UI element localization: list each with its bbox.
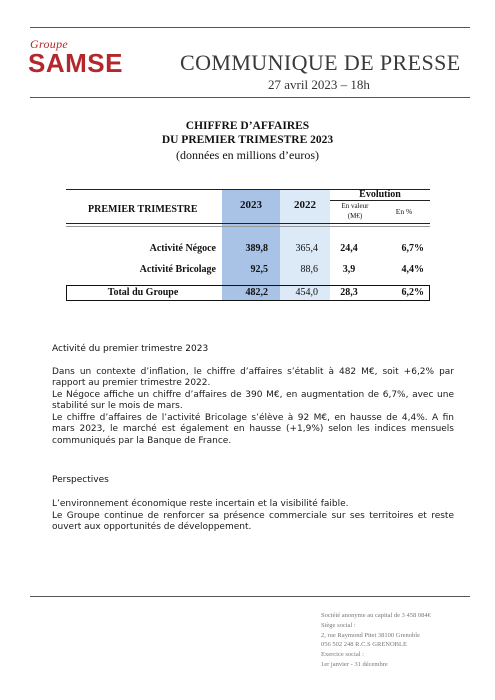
footer-legal-4: 056 502 248 R.C.S GRENOBLE (321, 641, 407, 648)
row-bricolage-2023: 92,5 (250, 264, 268, 275)
col-header-evolution: Evolution (359, 189, 401, 200)
table-header-line2 (66, 226, 430, 227)
col-header-en-valeur: En valeur (341, 202, 369, 210)
footer-legal-3: 2, rue Raymond Pitet 38100 Grenoble (321, 632, 420, 639)
evolution-underline (330, 200, 430, 201)
row-total-2023: 482,2 (245, 287, 268, 298)
footer-legal-6: 1er janvier - 31 décembre (321, 661, 388, 668)
row-label-negoce: Activité Négoce (149, 243, 216, 254)
perspectives-paragraph-2: Le Groupe continue de renforcer sa présence commerciale sur ses territoires et reste ouvert aux opportunités de développement. (52, 511, 454, 533)
row-negoce-2023: 389,8 (245, 243, 268, 254)
footer-legal-2: Siège social : (321, 622, 356, 629)
row-bricolage-val: 3,9 (342, 264, 356, 275)
row-label-total: Total du Groupe (107, 287, 179, 298)
row-negoce-pct: 6,7% (401, 243, 424, 254)
logo-groupe-text: Groupe (30, 37, 69, 51)
row-negoce-2022: 365,4 (295, 243, 318, 254)
row-label-bricolage: Activité Bricolage (139, 264, 216, 275)
col-header-en-valeur-unit: (M€) (347, 212, 363, 220)
col-header-2023: 2023 (240, 199, 262, 211)
row-bricolage-pct: 4,4% (401, 264, 424, 275)
activity-paragraph-2: Le Négoce affiche un chiffre d’affaires de 390 M€, en augmentation de 6,7%, avec une stabilité sur le mois de mars. (52, 390, 454, 412)
footer-legal-1: Société anonyme au capital de 3 458 084€ (321, 612, 431, 619)
footer-legal-5: Exercice social : (321, 651, 364, 658)
activity-paragraph-1: Dans un contexte d’inflation, le chiffre d’affaires s’établit à 482 M€, soit +6,2% par rapport au premier trimestre 2022. (52, 367, 454, 389)
headline-line1: CHIFFRE D’AFFAIRES (185, 120, 310, 132)
row-total-pct: 6,2% (401, 287, 424, 298)
press-release-title: COMMUNIQUE DE PRESSE (180, 50, 461, 75)
row-bricolage-2022: 88,6 (300, 264, 318, 275)
samse-logo: SAMSE (28, 48, 123, 78)
headline-units: (données en millions d’euros) (176, 148, 319, 162)
col-header-2022: 2022 (294, 199, 316, 211)
row-header-label: PREMIER TRIMESTRE (88, 204, 198, 215)
row-total-val: 28,3 (340, 287, 358, 298)
footer-rule (30, 596, 470, 597)
section-activity-title: Activité du premier trimestre 2023 (52, 344, 209, 354)
headline-line2: DU PREMIER TRIMESTRE 2023 (161, 134, 334, 146)
section-perspectives-title: Perspectives (52, 475, 109, 485)
row-negoce-val: 24,4 (340, 243, 358, 254)
row-total-2022: 454,0 (295, 287, 318, 298)
activity-paragraph-3: Le chiffre d’affaires de l’activité Bricolage s’élève à 92 M€, en hausse de 4,4%. A fin mars 2023, le marché est également en hausse (+1,9%) selon les indices mensuels communiqués par la Banque de France. (52, 413, 454, 446)
col-header-en-pct: En % (395, 207, 413, 216)
press-release-date: 27 avril 2023 – 18h (268, 77, 370, 92)
perspectives-paragraph-1: L’environnement économique reste incertain et la visibilité faible. (52, 499, 349, 509)
table-header-line (66, 223, 430, 224)
